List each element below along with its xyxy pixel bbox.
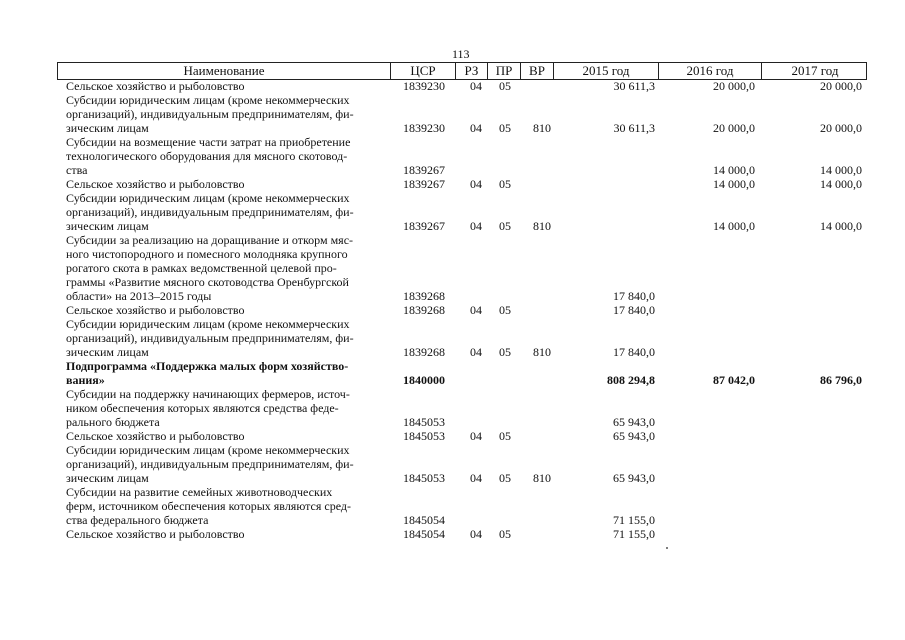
row-pr: 05 [499,429,511,443]
header-name: Наименование [58,63,391,79]
table-row [0,527,905,541]
row-csr: 1845054 [403,527,445,541]
header-vr: ВР [521,63,554,79]
row-2015: 30 611,3 [613,121,655,135]
header-2016: 2016 год [659,63,762,79]
row-name-line: зическим лицам [66,345,149,359]
table-row [0,387,905,429]
row-name [66,527,384,541]
page-number: 113 [452,47,470,61]
row-name-line: ником обеспечения которых являются средства феде- [66,401,339,415]
row-name [66,233,384,303]
row-name [66,429,384,443]
row-name [66,79,384,93]
row-name-line: организаций), индивидуальным предпринимателям, фи- [66,205,354,219]
row-csr: 1840000 [403,373,445,387]
row-name [66,191,384,233]
row-csr: 1845053 [403,429,445,443]
row-csr: 1839267 [403,163,445,177]
row-rz: 04 [470,527,482,541]
row-2017: 20 000,0 [820,121,862,135]
row-2015: 17 840,0 [613,289,655,303]
row-pr: 05 [499,219,511,233]
table-row [0,359,905,387]
row-2017: 14 000,0 [820,163,862,177]
row-2015: 808 294,8 [607,373,655,387]
table-row [0,443,905,485]
row-name [66,303,384,317]
row-rz: 04 [470,121,482,135]
table-row [0,317,905,359]
row-2015: 17 840,0 [613,345,655,359]
table-row [0,429,905,443]
row-rz: 04 [470,345,482,359]
row-name-line: рогатого скота в рамках ведомственной целевой про- [66,261,337,275]
row-csr: 1839230 [403,121,445,135]
row-csr: 1839268 [403,289,445,303]
row-name [66,93,384,135]
row-2016: 14 000,0 [713,219,755,233]
row-name-line: организаций), индивидуальным предпринимателям, фи- [66,331,354,345]
header-2015: 2015 год [554,63,659,79]
row-name-line: области» на 2013–2015 годы [66,289,212,303]
row-name-line: Субсидии юридическим лицам (кроме некоммерческих [66,443,350,457]
table-row [0,485,905,527]
row-2017: 14 000,0 [820,219,862,233]
row-name-line: Субсидии на развитие семейных животноводческих [66,485,333,499]
row-csr: 1839268 [403,303,445,317]
row-2015: 65 943,0 [613,471,655,485]
row-name-line: ства федерального бюджета [66,513,209,527]
row-name [66,359,384,387]
row-name-line: Сельское хозяйство и рыболовство [66,177,245,191]
table-row [0,135,905,177]
row-name-line: Субсидии на возмещение части затрат на приобретение [66,135,351,149]
row-2015: 17 840,0 [613,303,655,317]
table-row [0,79,905,93]
row-name [66,443,384,485]
row-vr: 810 [533,345,551,359]
row-rz: 04 [470,429,482,443]
row-pr: 05 [499,121,511,135]
row-2016: 20 000,0 [713,79,755,93]
header-csr: ЦСР [391,63,456,79]
header-rz: РЗ [456,63,488,79]
row-vr: 810 [533,121,551,135]
row-name-line: рального бюджета [66,415,160,429]
row-rz: 04 [470,471,482,485]
table-row [0,93,905,135]
row-pr: 05 [499,177,511,191]
row-name-line: ферм, источником обеспечения которых являются сред- [66,499,351,513]
scan-speck [666,547,668,549]
row-2015: 65 943,0 [613,415,655,429]
row-name-line: зическим лицам [66,121,149,135]
row-name-line: Сельское хозяйство и рыболовство [66,303,245,317]
row-pr: 05 [499,471,511,485]
row-name [66,317,384,359]
row-2015: 30 611,3 [613,79,655,93]
row-csr: 1839230 [403,79,445,93]
table-row [0,303,905,317]
row-2017: 14 000,0 [820,177,862,191]
row-pr: 05 [499,79,511,93]
row-rz: 04 [470,177,482,191]
row-2017: 20 000,0 [820,79,862,93]
row-name [66,135,384,177]
row-pr: 05 [499,345,511,359]
row-rz: 04 [470,79,482,93]
row-name [66,387,384,429]
row-csr: 1839268 [403,345,445,359]
header-2017: 2017 год [791,63,839,78]
row-pr: 05 [499,303,511,317]
row-rz: 04 [470,219,482,233]
row-name-line: Подпрограмма «Поддержка малых форм хозяйство- [66,359,349,373]
row-2016: 87 042,0 [713,373,755,387]
row-name-line: организаций), индивидуальным предпринимателям, фи- [66,457,354,471]
row-2015: 65 943,0 [613,429,655,443]
row-name-line: зическим лицам [66,219,149,233]
row-2017: 86 796,0 [820,373,862,387]
row-name-line: Субсидии на поддержку начинающих фермеров, источ- [66,387,350,401]
row-name-line: зическим лицам [66,471,149,485]
row-rz: 04 [470,303,482,317]
row-csr: 1845053 [403,471,445,485]
row-name [66,485,384,527]
row-name-line: ного чистопородного и помесного молодняка крупного [66,247,348,261]
row-2015: 71 155,0 [613,513,655,527]
row-name-line: граммы «Развитие мясного скотоводства Оренбургской [66,275,349,289]
table-row [0,177,905,191]
row-2016: 14 000,0 [713,163,755,177]
row-name-line: Субсидии юридическим лицам (кроме некоммерческих [66,191,350,205]
row-vr: 810 [533,219,551,233]
row-2016: 14 000,0 [713,177,755,191]
table-row [0,233,905,303]
row-csr: 1839267 [403,219,445,233]
row-2015: 71 155,0 [613,527,655,541]
row-name-line: Субсидии юридическим лицам (кроме некоммерческих [66,317,350,331]
row-name-line: Сельское хозяйство и рыболовство [66,79,245,93]
row-name-line: Сельское хозяйство и рыболовство [66,429,245,443]
row-name-line: технологического оборудования для мясного скотовод- [66,149,348,163]
row-name-line: Сельское хозяйство и рыболовство [66,527,245,541]
row-name-line: Субсидии за реализацию на доращивание и откорм мяс- [66,233,354,247]
row-name-line: Субсидии юридическим лицам (кроме некоммерческих [66,93,350,107]
row-2016: 20 000,0 [713,121,755,135]
header-pr: ПР [488,63,521,79]
row-csr: 1845054 [403,513,445,527]
row-pr: 05 [499,527,511,541]
row-csr: 1845053 [403,415,445,429]
row-name-line: ства [66,163,88,177]
row-name-line: вания» [66,373,105,387]
row-name [66,177,384,191]
row-csr: 1839267 [403,177,445,191]
table-row [0,191,905,233]
row-name-line: организаций), индивидуальным предпринимателям, фи- [66,107,354,121]
row-vr: 810 [533,471,551,485]
